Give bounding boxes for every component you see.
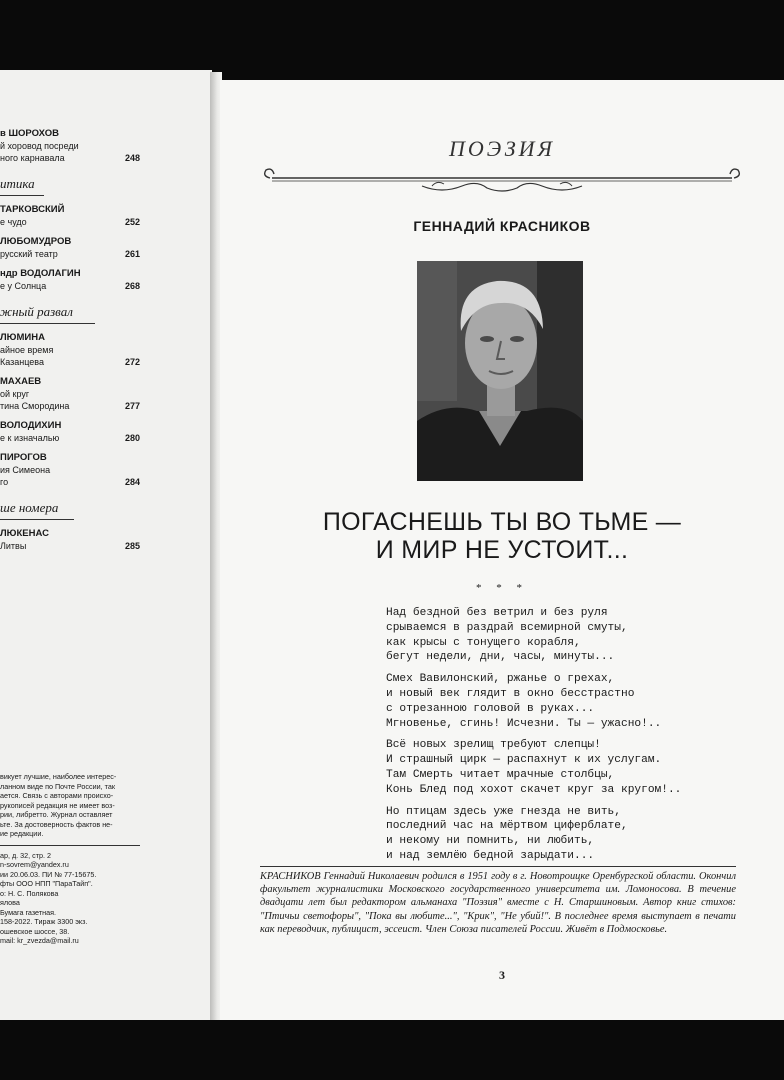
poem-title (220, 508, 784, 564)
toc-entry[interactable] (0, 528, 140, 552)
toc-author: ЛЮБОМУДРОВ (0, 236, 72, 247)
imprint-line: ланном виде по Почте России, так (0, 781, 115, 791)
toc-entry[interactable] (0, 332, 140, 368)
poem-line: и некому ни помнить, ни любить, (386, 835, 595, 848)
toc-section-rule (0, 519, 74, 520)
toc-work-title: е к изначалью (0, 433, 60, 443)
imprint-line: 158-2022. Тираж 3300 экз. (0, 917, 88, 926)
toc-work-title: ой круг (0, 389, 30, 399)
toc-work-title: тина Смородина (0, 401, 70, 411)
toc-entry[interactable] (0, 204, 140, 228)
toc-page-number: 285 (124, 541, 140, 551)
toc-work-title: е чудо (0, 217, 27, 227)
poem-text (386, 606, 681, 871)
poem-line: Но птицам здесь уже гнезда не вить, (386, 805, 621, 818)
asterism: * * * (476, 582, 528, 594)
poem-line: и над землёю бедной зарыдати... (386, 849, 595, 862)
poem-line: срываемся в раздрай всемирной смуты, (386, 621, 628, 634)
imprint-line: ар, д. 32, стр. 2 (0, 850, 52, 860)
toc-author: ПИРОГОВ (0, 452, 47, 463)
left-page (0, 70, 212, 1020)
toc-work-title: го (0, 477, 9, 487)
toc-page-number: 261 (124, 249, 140, 259)
toc-section-title: ше номера (0, 500, 59, 515)
imprint-line: ие редакции. (0, 829, 44, 838)
toc-page-number: 252 (124, 217, 140, 227)
imprint-line: ьте. За достоверность фактов не- (0, 819, 113, 829)
imprint-line: викует лучшие, наиболее интерес- (0, 772, 117, 781)
toc-work-title: ия Симеона (0, 465, 51, 475)
toc-section-rule (0, 323, 95, 324)
author-bio: КРАСНИКОВ Геннадий Николаевич родился в 1951 году в г. Новотроицке Оренбургской области. Окончил факультет журналистики Московского государственного университета им. Ломоносова. В течение двадцати лет был редактором альманаха "Поэзия" вместе с Н. Старшиновым. Автор книг стихов: "Птичьи светофоры", "Пока вы любите...", "Крик", "Не убий!". В последнее время выступает в печати как переводчик, публицист, эссеист. Член Союза писателей России. Живёт в Подмосковье. (260, 871, 736, 935)
toc-section-rule (0, 195, 44, 196)
toc-page-number: 280 (124, 433, 140, 443)
toc-entry[interactable] (0, 376, 140, 412)
toc-work-title: Литвы (0, 541, 27, 551)
toc-page-number: 268 (124, 281, 140, 291)
poem-line: как крысы с тонущего корабля, (386, 636, 581, 649)
page-number: 3 (499, 968, 505, 982)
poem-line: Смех Вавилонский, ржанье о грехах, (386, 673, 615, 686)
toc-entry[interactable] (0, 236, 140, 260)
toc-work-title: русский театр (0, 249, 58, 259)
toc-author: МАХАЕВ (0, 376, 42, 387)
imprint-line: рукописей редакция не имеет воз- (0, 800, 115, 810)
imprint-line: n-sovrem@yandex.ru (0, 860, 69, 869)
title-line: И МИР НЕ УСТОИТ... (375, 536, 629, 564)
toc-page-number: 284 (124, 477, 140, 487)
author-photo (417, 261, 583, 481)
toc-author: в ШОРОХОВ (0, 128, 59, 139)
toc-author: ндр ВОДОЛАГИН (0, 268, 81, 279)
toc-work-title: ного карнавала (0, 153, 65, 163)
imprint-line: ялова (0, 898, 20, 907)
right-page (220, 80, 784, 1020)
toc-work-title: айное время (0, 345, 54, 355)
rubric-title: ПОЭЗИЯ (449, 136, 555, 161)
poem-line: Конь Блед под хохот скачет круг за кругом!.. (386, 783, 682, 796)
poem-line: И страшный цирк — распахнут к их услугам. (386, 754, 662, 767)
imprint-line: ается. Связь с авторами происхо- (0, 791, 114, 800)
imprint-line: Бумага газетная. (0, 907, 56, 917)
imprint-line: ошевское шоссе, 38. (0, 926, 70, 936)
poem-line: с отрезанною головой в руках... (386, 702, 595, 715)
toc-page-number: 277 (124, 401, 140, 411)
bio-divider (260, 866, 736, 867)
imprint (0, 772, 140, 946)
author-name: ГЕННАДИЙ КРАСНИКОВ (413, 218, 591, 234)
toc-author: ТАРКОВСКИЙ (0, 204, 65, 215)
imprint-line: рии, либретто. Журнал оставляет (0, 810, 113, 819)
toc-author: ЛЮКЕНАС (0, 528, 49, 539)
poem-stanza (386, 738, 681, 797)
poem-line: последний час на мёртвом циферблате, (386, 820, 628, 833)
toc-page-number: 248 (124, 153, 140, 163)
poem-stanza (386, 672, 681, 731)
poem-line: и новый век глядит в окно бесстрастно (386, 687, 635, 700)
toc-page-number: 272 (124, 357, 140, 367)
imprint-line: mail: kr_zvezda@mail.ru (0, 936, 79, 945)
toc-entry[interactable] (0, 128, 140, 164)
poem-line: Мгновенье, сгинь! Исчезни. Ты — ужасно!.. (386, 717, 662, 730)
toc-entry[interactable] (0, 452, 140, 488)
toc-author: ЛЮМИНА (0, 332, 45, 343)
toc-work-title: й хоровод посреди (0, 141, 79, 151)
poem-line: Над бездной без ветрил и без руля (386, 607, 608, 619)
toc-entry[interactable] (0, 268, 140, 292)
imprint-line: о: Н. С. Полякова (0, 888, 59, 898)
poem-line: бегут недели, дни, часы, минуты... (386, 651, 615, 664)
poem-stanza (386, 805, 681, 864)
toc-author: ВОЛОДИХИН (0, 420, 62, 431)
toc-entry[interactable] (0, 420, 140, 444)
toc-work-title: Казанцева (0, 357, 44, 367)
ornament-divider (262, 168, 742, 196)
imprint-line: ии 20.06.03. ПИ № 77-15675. (0, 869, 97, 879)
poem-line: Всё новых зрелищ требуют слепцы! (386, 739, 601, 752)
poem-line: Там Смерть читает мрачные столбцы, (386, 768, 615, 781)
toc-work-title: е у Солнца (0, 281, 47, 291)
imprint-line: фты ООО НПП "ПараТайп". (0, 879, 93, 888)
title-line: ПОГАСНЕШЬ ТЫ ВО ТЬМЕ — (322, 508, 682, 536)
toc-section-title: жный развал (0, 304, 73, 319)
toc-section-title: итика (0, 176, 35, 191)
poem-stanza (386, 606, 681, 665)
